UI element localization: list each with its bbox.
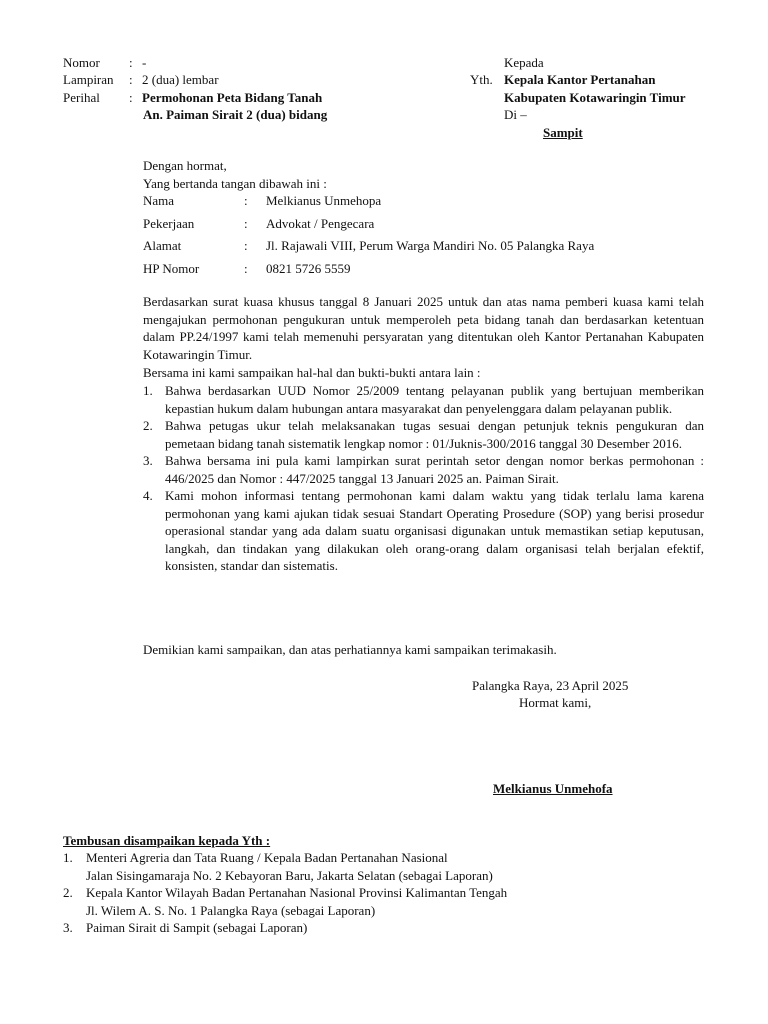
item-number: 4. <box>143 488 153 503</box>
perihal-line1: Permohonan Peta Bidang Tanah <box>142 90 323 105</box>
colon: : <box>244 216 248 231</box>
identity-label: Pekerjaan <box>143 216 195 231</box>
identity-value: Jl. Rajawali VIII, Perum Warga Mandiri No. 05 Palangka Raya <box>266 238 595 253</box>
colon: : <box>129 90 133 105</box>
points-list <box>143 382 704 575</box>
cc-line2: Jl. Wilem A. S. No. 1 Palangka Raya (sebagai Laporan) <box>86 902 376 918</box>
list-item <box>63 849 663 884</box>
identity-row-alamat <box>143 237 594 255</box>
closing-text: Demikian kami sampaikan, dan atas perhatiannya kami sampaikan terimakasih. <box>143 642 557 657</box>
body-paragraph: Berdasarkan surat kuasa khusus tanggal 8 Januari 2025 untuk dan atas nama pemberi kuasa kami telah mengajukan permohonan pengukuran untuk memperoleh peta bidang tanah dan berdasarkan ketentuan dalam PP.24/1997 kami telah memenuhi persyaratan yang ditentukan oleh Kantor Pertanahan Kabupaten Kotawaringin Timur. <box>143 294 704 362</box>
intro-text: Yang bertanda tangan dibawah ini : <box>143 176 327 191</box>
lampiran-value: 2 (dua) lembar <box>142 72 219 87</box>
colon: : <box>244 261 248 276</box>
identity-row-hp <box>143 260 351 278</box>
lampiran-row <box>63 71 219 89</box>
item-text: Bahwa petugas ukur telah melaksanakan tugas sesuai dengan petunjuk teknis pengukuran dan pemetaan bidang tanah sistematik lengkap nomor : 01/Juknis-300/2016 tanggal 30 Desember 2016. <box>165 418 704 451</box>
colon: : <box>244 238 248 253</box>
item-number: 3. <box>143 453 153 468</box>
cc-title: Tembusan disampaikan kepada Yth : <box>63 833 271 848</box>
identity-value: 0821 5726 5559 <box>266 261 351 276</box>
colon: : <box>244 193 248 208</box>
item-number: 2. <box>63 885 73 900</box>
nomor-value: - <box>142 55 147 70</box>
identity-value: Melkianus Unmehopa <box>266 193 382 208</box>
lampiran-label: Lampiran <box>63 72 114 87</box>
item-text: Bahwa berdasarkan UUD Nomor 25/2009 tentang pelayanan publik yang bertujuan memberikan kepastian hukum dalam hubungan antara masyarakat dan penyelenggara dalam pelayanan publik. <box>165 383 704 416</box>
identity-label: Alamat <box>143 238 182 253</box>
perihal-line2: An. Paiman Sirait 2 (dua) bidang <box>143 107 328 122</box>
colon: : <box>129 55 133 70</box>
item-number: 1. <box>143 383 153 398</box>
yth-label: Yth. <box>470 72 493 87</box>
item-text: Bahwa bersama ini pula kami lampirkan surat perintah setor dengan nomor berkas permohonan : 446/2025 dan Nomor : 447/2025 tanggal 13 Januari 2025 an. Paiman Sirait. <box>165 453 704 486</box>
nomor-label: Nomor <box>63 55 100 70</box>
cc-line1: Paiman Sirait di Sampit (sebagai Laporan) <box>86 920 308 935</box>
list-item <box>143 452 704 487</box>
identity-value: Advokat / Pengecara <box>266 216 375 231</box>
signer-name: Melkianus Unmehofa <box>493 781 613 796</box>
recipient-di: Di – <box>504 107 527 122</box>
list-item <box>63 884 663 919</box>
list-intro: Bersama ini kami sampaikan hal-hal dan bukti-bukti antara lain : <box>143 365 481 380</box>
perihal-row <box>63 89 322 107</box>
regards-text: Hormat kami, <box>519 695 592 710</box>
perihal-label: Perihal <box>63 90 100 105</box>
cc-line1: Kepala Kantor Wilayah Badan Pertanahan Nasional Provinsi Kalimantan Tengah <box>86 885 508 900</box>
item-number: 1. <box>63 850 73 865</box>
cc-line1: Menteri Agreria dan Tata Ruang / Kepala Badan Pertanahan Nasional <box>86 850 448 865</box>
item-number: 3. <box>63 920 73 935</box>
list-item <box>143 417 704 452</box>
kepada-label: Kepada <box>504 55 544 70</box>
identity-label: Nama <box>143 193 175 208</box>
cc-line2: Jalan Sisingamaraja No. 2 Kebayoran Baru, Jakarta Selatan (sebagai Laporan) <box>86 867 493 883</box>
item-number: 2. <box>143 418 153 433</box>
list-item <box>143 487 704 575</box>
list-item <box>63 919 663 937</box>
greeting: Dengan hormat, <box>143 158 227 173</box>
list-item <box>143 382 704 417</box>
identity-label: HP Nomor <box>143 261 200 276</box>
identity-row-nama <box>143 192 381 210</box>
cc-list <box>63 849 663 937</box>
place-date: Palangka Raya, 23 April 2025 <box>472 678 629 693</box>
item-text: Kami mohon informasi tentang permohonan kami dalam waktu yang tidak terlalu lama karena permohonan yang kami ajukan tidak sesuai Standart Operating Prosedure (SOP) yang berisi prosedur operasional standar yang ada dalam suatu organisasi digunakan untuk memastikan setiap keputusan, langkah, dan tindakan yang dilakukan oleh orang-orang dalam organisasi telah berjalan efektif, konsisten, standar dan sistematis. <box>165 488 704 573</box>
colon: : <box>129 72 133 87</box>
recipient-line1: Kepala Kantor Pertanahan <box>504 72 656 87</box>
nomor-row <box>63 54 146 72</box>
recipient-city: Sampit <box>543 125 583 140</box>
identity-row-pekerjaan <box>143 215 374 233</box>
recipient-line2: Kabupaten Kotawaringin Timur <box>504 90 686 105</box>
